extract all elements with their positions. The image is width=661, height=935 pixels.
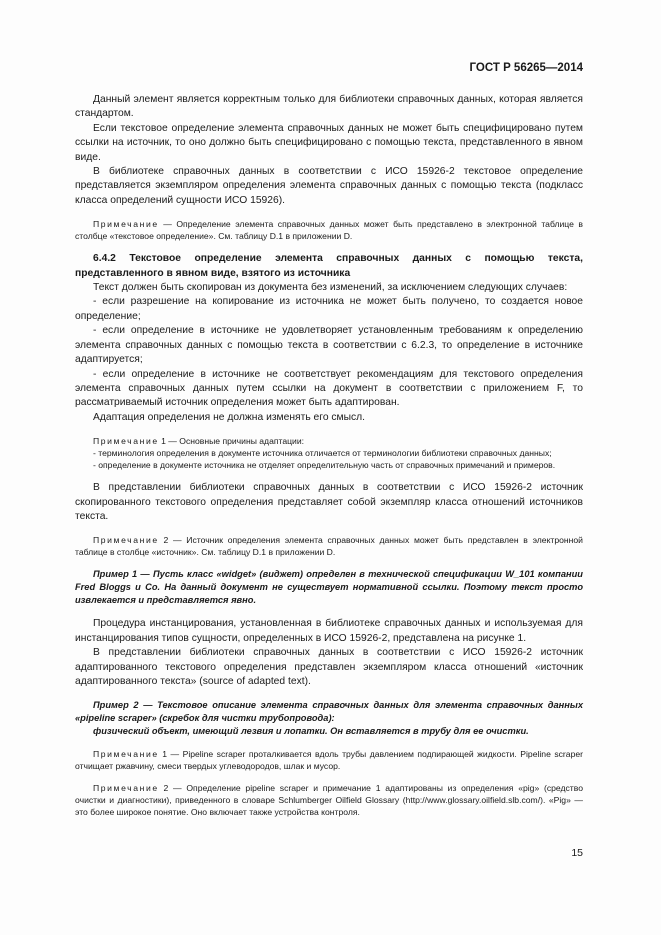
paragraph: Процедура инстанцирования, установленная в библиотеке справочных данных и используемая для инстанцирования типов сущности, определенных в ИСО 15926-2, представлена на рисунке 1. (75, 618, 583, 644)
section-heading: 6.4.2 Текстовое определение элемента справочных данных с помощью текста, представленного в явном виде, взятого из источника (75, 253, 583, 279)
note-label: Примечание (93, 783, 159, 794)
paragraph: Текст должен быть скопирован из документа без изменений, за исключением следующих случаев: (93, 282, 568, 294)
example: Пример 1 — Пусть класс «widget» (виджет) определен в технической спецификации W_101 компании Fred Bloggs и Co. На данный документ не существует нормативной ссылки. Поэтому текст просто извлекается и представляется явно. (75, 569, 583, 606)
paragraph: В представлении библиотеки справочных данных в соответствии с ИСО 15926-2 источник скопированного текстового определения представляет собой экземпляр класса отношений источников текста. (75, 482, 583, 522)
paragraph: Данный элемент является корректным только для библиотеки справочных данных, которая является стандартом. (75, 94, 583, 120)
paragraph: В библиотеке справочных данных в соответствии с ИСО 15926-2 текстовое определение представляется экземпляром определения элемента справочных данных с помощью текста (подкласс класса определений сущности ИСО 15926). (75, 166, 583, 206)
example: Пример 2 — Текстовое описание элемента справочных данных для элемента справочных данных «pipeline scraper» (скребок для чистки трубопровода): (75, 700, 583, 724)
list-item: - если разрешение на копирование из источника не может быть получено, то создается новое определение; (75, 296, 583, 322)
paragraph: Если текстовое определение элемента справочных данных не может быть специфицировано путем ссылки на источник, то оно должно быть специфицировано с помощью текста, представленного в явном виде. (75, 122, 583, 163)
note-list-item: - определение в документе источника не отделяет определительную часть от справочных примечаний и примеров. (93, 460, 556, 471)
note-label: Примечание (93, 749, 159, 760)
note (75, 782, 583, 818)
list-item: - если определение в источнике не удовлетворяет установленным требованиям к определению элемента справочных данных с помощью текста в соответствии с 6.2.3, то определение в источнике адаптируется; (75, 325, 583, 366)
note (75, 534, 583, 558)
note-text: 2 — Источник определения элемента справочных данных может быть представлен в электронной таблице в столбце «источник». См. таблицу D.1 в приложении D. (75, 535, 583, 558)
paragraph: В представлении библиотеки справочных данных в соответствии с ИСО 15926-2 источник адаптированного текстового определения представлен экземпляром класса отношений «источник адаптированного текста» (source of adapted text). (75, 647, 583, 687)
note-text: 1 — Основные причины адаптации: (158, 436, 305, 447)
note-label: Примечание (93, 219, 159, 230)
standard-header: ГОСТ Р 56265—2014 (469, 62, 583, 74)
list-item: - если определение в источнике не соответствует рекомендациям для текстового определения элемента справочных данных путем ссылки на документ в соответствии с приложением F, то рассматриваемый источник определения может быть адаптирован. (75, 368, 583, 409)
note (75, 748, 583, 772)
note (75, 218, 583, 242)
paragraph: Адаптация определения не должна изменять его смысл. (93, 411, 366, 423)
note-label: Примечание (93, 436, 159, 447)
note-list-item: - терминология определения в документе источника отличается от терминологии библиотеки справочных данных; (93, 448, 552, 459)
page-number: 15 (571, 847, 583, 859)
note-text: — Определение элемента справочных данных может быть представлено в электронной таблице в столбце «текстовое определение». См. таблицу D.1 в приложении D. (75, 219, 583, 242)
note (75, 435, 583, 447)
note-text: 2 — Определение pipeline scraper и примечание 1 адаптированы из определения «pig» (средство очистки и диагностики), приведенного в словаре Schlumberger Oilfield Glossary (http://www.glossary.oilfield.slb.com/). «Pig» — это более широкое понятие. Оно включает также устройства контроля. (75, 783, 583, 818)
example-definition: физический объект, имеющий лезвия и лопатки. Он вставляется в трубу для ее очистки. (93, 726, 529, 737)
page-body (75, 93, 583, 818)
note-label: Примечание (93, 535, 159, 546)
note-text: 1 — Pipeline scraper проталкивается вдоль трубы давлением подпирающей жидкости. Pipeline scraper отчищает ржавчину, смеси твердых углеводородов, шлак и мусор. (75, 749, 583, 772)
